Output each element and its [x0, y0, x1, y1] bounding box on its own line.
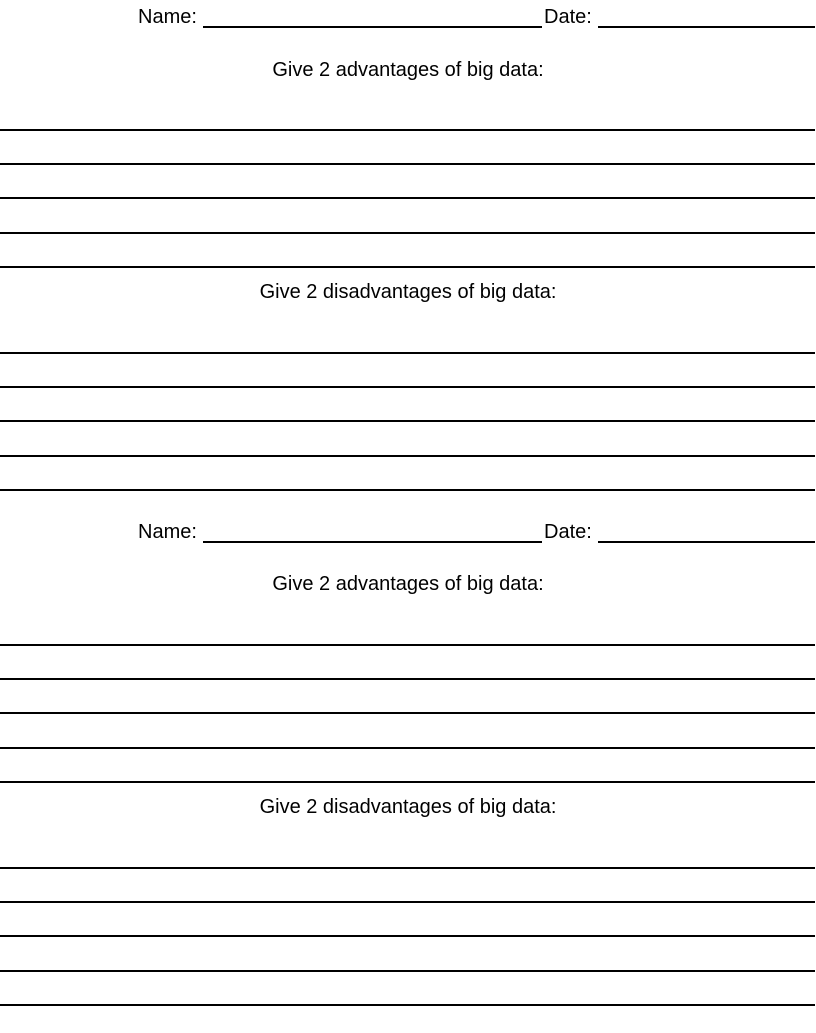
disadvantages-answer-line[interactable]: [0, 970, 815, 972]
date-label: Date:: [544, 521, 592, 543]
name-field[interactable]: [203, 541, 542, 543]
disadvantages-prompt: Give 2 disadvantages of big data:: [259, 796, 557, 818]
advantages-prompt: Give 2 advantages of big data:: [272, 59, 544, 81]
date-field[interactable]: [598, 541, 815, 543]
disadvantages-answer-line[interactable]: [0, 867, 815, 869]
name-label: Name:: [138, 521, 197, 543]
disadvantages-answer-line[interactable]: [0, 352, 815, 354]
advantages-answer-line[interactable]: [0, 232, 815, 234]
advantages-answer-line[interactable]: [0, 712, 815, 714]
disadvantages-prompt: Give 2 disadvantages of big data:: [259, 281, 557, 303]
name-field[interactable]: [203, 26, 542, 28]
disadvantages-answer-line[interactable]: [0, 935, 815, 937]
disadvantages-answer-line[interactable]: [0, 420, 815, 422]
advantages-answer-line[interactable]: [0, 163, 815, 165]
disadvantages-answer-line[interactable]: [0, 1004, 815, 1006]
advantages-answer-line[interactable]: [0, 781, 815, 783]
name-label: Name:: [138, 6, 197, 28]
advantages-answer-line[interactable]: [0, 644, 815, 646]
advantages-prompt: Give 2 advantages of big data:: [272, 573, 544, 595]
disadvantages-answer-line[interactable]: [0, 455, 815, 457]
disadvantages-answer-line[interactable]: [0, 386, 815, 388]
advantages-answer-line[interactable]: [0, 747, 815, 749]
advantages-answer-line[interactable]: [0, 129, 815, 131]
disadvantages-answer-line[interactable]: [0, 489, 815, 491]
disadvantages-answer-line[interactable]: [0, 901, 815, 903]
header-row: [0, 520, 816, 544]
advantages-answer-line[interactable]: [0, 678, 815, 680]
header-row: [0, 5, 816, 29]
advantages-answer-line[interactable]: [0, 197, 815, 199]
advantages-answer-line[interactable]: [0, 266, 815, 268]
date-field[interactable]: [598, 26, 815, 28]
date-label: Date:: [544, 6, 592, 28]
